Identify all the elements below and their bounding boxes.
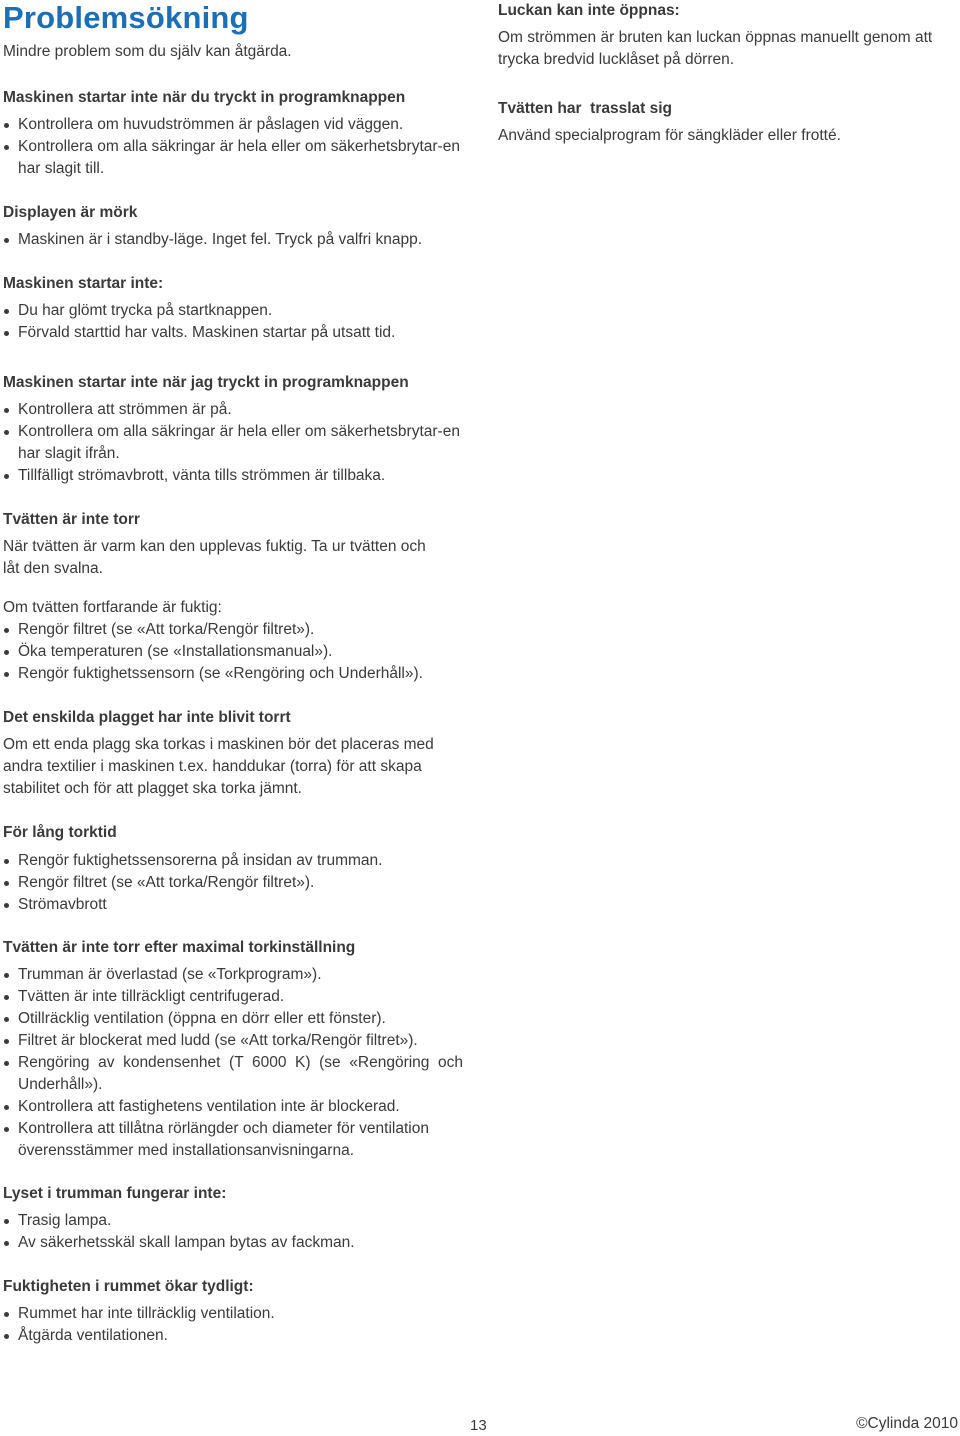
section-title: Displayen är mörk [3, 204, 138, 221]
bullet-list [3, 619, 473, 685]
list-item: Filtret är blockerat med ludd (se «Att torka/Rengör filtret»). [3, 1030, 473, 1052]
bullet-list [3, 964, 473, 1162]
section-title: Tvätten är inte torr efter maximal torkinställning [3, 939, 356, 956]
bullet-dot-icon [4, 1061, 9, 1066]
section-display-dark [3, 202, 473, 273]
section-start-fail-1 [3, 87, 473, 202]
list-item: Kontrollera om alla säkringar är hela eller om säkerhetsbrytar-​en har slagit ifrån. [3, 421, 473, 465]
bullet-dot-icon [4, 1039, 9, 1044]
section-still-damp [3, 597, 473, 707]
bullet-dot-icon [4, 430, 9, 435]
section-title: Tvätten har trasslat sig [498, 100, 673, 117]
section-not-dry-max [3, 937, 473, 1183]
list-item: Kontrollera att tillåtna rörlängder och diameter för ventilation överensstämmer med installationsanvisningarna. [3, 1118, 463, 1162]
bullet-list [3, 114, 473, 180]
bullet-dot-icon [4, 1127, 9, 1132]
page-subtitle: Mindre problem som du själv kan åtgärda. [3, 43, 292, 60]
bullet-dot-icon [4, 1105, 9, 1110]
section-lead: Om tvätten fortfarande är fuktig: [3, 599, 222, 616]
list-item: Kontrollera att fastighetens ventilation inte är blockerad. [3, 1096, 473, 1118]
list-item: Trasig lampa. [3, 1210, 473, 1232]
list-item: Du har glömt trycka på startknappen. [3, 300, 473, 322]
list-item: Rengöring av kondensenhet (T 6000 K) (se «Rengöring och Underhåll»). [3, 1052, 463, 1096]
bullet-list [3, 1303, 473, 1347]
list-item: Strömavbrott [3, 894, 473, 916]
page-title: Problemsökning [3, 0, 249, 35]
section-title: Maskinen startar inte: [3, 275, 164, 292]
section-title: Luckan kan inte öppnas: [498, 2, 680, 19]
bullet-list [3, 850, 473, 916]
bullet-list [3, 300, 473, 344]
list-item: Rengör filtret (se «Att torka/Rengör filtret»). [3, 872, 473, 894]
list-item: Rengör fuktighetssensorn (se «Rengöring och Underhåll»). [3, 663, 473, 685]
bullet-dot-icon [4, 881, 9, 886]
bullet-dot-icon [4, 995, 9, 1000]
list-item: Öka temperaturen (se «Installationsmanual»). [3, 641, 473, 663]
list-item: Rengör fuktighetssensorerna på insidan av trumman. [3, 850, 473, 872]
list-item: Rummet har inte tillräcklig ventilation. [3, 1303, 473, 1325]
section-title: Tvätten är inte torr [3, 511, 140, 528]
list-item: Otillräcklig ventilation (öppna en dörr eller ett fönster). [3, 1008, 473, 1030]
section-room-humidity [3, 1276, 473, 1346]
bullet-list [3, 229, 473, 251]
list-item: Trumman är överlastad (se «Torkprogram»). [3, 964, 473, 986]
bullet-dot-icon [4, 1241, 9, 1246]
bullet-dot-icon [4, 973, 9, 978]
section-title: Maskinen startar inte när jag tryckt in programknappen [3, 374, 409, 391]
section-single-garment [3, 707, 473, 822]
bullet-dot-icon [4, 474, 9, 479]
section-title: Fuktigheten i rummet ökar tydligt: [3, 1278, 254, 1295]
list-item: Förvald starttid har valts. Maskinen startar på utsatt tid. [3, 322, 473, 344]
bullet-dot-icon [4, 859, 9, 864]
bullet-dot-icon [4, 145, 9, 150]
list-item: Tvätten är inte tillräckligt centrifugerad. [3, 986, 473, 1008]
bullet-dot-icon [4, 1219, 9, 1224]
section-start-fail-3 [3, 372, 473, 509]
section-drum-light [3, 1183, 473, 1276]
section-tangled-laundry [498, 98, 958, 147]
left-column [3, 87, 473, 1346]
bullet-dot-icon [4, 123, 9, 128]
list-item: Kontrollera om alla säkringar är hela eller om säkerhetsbrytar-​en har slagit till. [3, 136, 473, 180]
section-title: För lång torktid [3, 824, 117, 841]
list-item: Kontrollera om huvudströmmen är påslagen vid väggen. [3, 114, 473, 136]
list-item: Rengör filtret (se «Att torka/Rengör filtret»). [3, 619, 473, 641]
section-not-dry [3, 509, 473, 597]
section-title: Det enskilda plagget har inte blivit torrt [3, 709, 291, 726]
bullet-list [3, 1210, 473, 1254]
section-paragraph: När tvätten är varm kan den upplevas fuktig. Ta ur tvätten och låt den svalna. [3, 538, 426, 577]
section-long-drying [3, 822, 473, 937]
bullet-dot-icon [4, 238, 9, 243]
section-title: Lyset i trumman fungerar inte: [3, 1185, 227, 1202]
bullet-dot-icon [4, 650, 9, 655]
section-door-wont-open [498, 0, 958, 98]
section-start-fail-2 [3, 273, 473, 372]
page-number: 13 [470, 1417, 487, 1434]
section-paragraph: Använd specialprogram för sängkläder eller frotté. [498, 127, 841, 144]
bullet-dot-icon [4, 1017, 9, 1022]
bullet-dot-icon [4, 1312, 9, 1317]
list-item: Maskinen är i standby-läge. Inget fel. Tryck på valfri knapp. [3, 229, 473, 251]
section-paragraph: Om strömmen är bruten kan luckan öppnas manuellt genom att trycka bredvid lucklåset på dörren. [498, 29, 933, 68]
bullet-dot-icon [4, 331, 9, 336]
list-item: Åtgärda ventilationen. [3, 1325, 473, 1347]
list-item: Av säkerhetsskäl skall lampan bytas av fackman. [3, 1232, 473, 1254]
section-paragraph: Om ett enda plagg ska torkas i maskinen bör det placeras med andra textilier i maskinen t.ex. handdukar (torra) för att skapa stabilitet och för att plagget ska torka jämnt. [3, 736, 434, 797]
list-item: Kontrollera att strömmen är på. [3, 399, 473, 421]
section-title: Maskinen startar inte när du tryckt in programknappen [3, 89, 406, 106]
right-column [498, 0, 958, 147]
copyright: ©Cylinda 2010 [856, 1415, 958, 1432]
bullet-dot-icon [4, 903, 9, 908]
bullet-list [3, 399, 473, 487]
bullet-dot-icon [4, 408, 9, 413]
list-item: Tillfälligt strömavbrott, vänta tills strömmen är tillbaka. [3, 465, 473, 487]
bullet-dot-icon [4, 628, 9, 633]
bullet-dot-icon [4, 1334, 9, 1339]
bullet-dot-icon [4, 672, 9, 677]
bullet-dot-icon [4, 309, 9, 314]
